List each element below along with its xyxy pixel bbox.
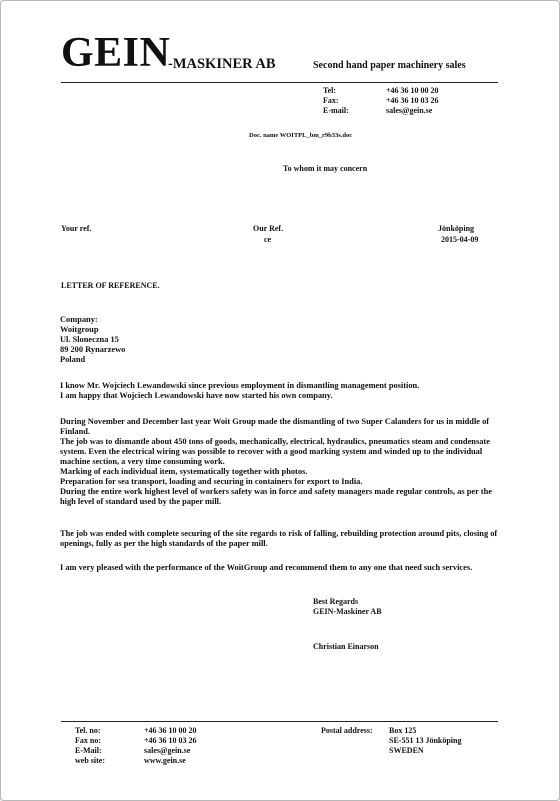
fax-label: Fax: [323, 96, 339, 105]
footer-email-value: sales@gein.se [144, 746, 191, 755]
recipient-label: Company: [60, 315, 98, 324]
footer-divider [61, 721, 498, 722]
salutation: To whom it may concern [283, 164, 368, 173]
tel-label: Tel: [323, 86, 337, 95]
company-logo-main: GEIN [61, 30, 171, 76]
our-ref-label: Our Ref. [253, 224, 284, 233]
footer-email-label: E-Mail: [75, 746, 102, 755]
paragraph-3 [60, 529, 500, 549]
paragraph-2 [60, 417, 500, 507]
body-line: The job was ended with complete securing of the site regards to risk of falling, rebuilding protection around pits, closing of openings, fully as per the high standards of the paper mill. [60, 529, 498, 548]
email-label: E-mail: [323, 106, 349, 115]
body-line: I know Mr. Wojciech Lewandowski since previous employment in dismantling management position. [60, 381, 420, 390]
recipient-line: Woitgroup [60, 325, 99, 334]
footer-fax-label: Fax no: [75, 736, 101, 745]
recipient-line: 89 200 Rynarzewo [60, 345, 126, 354]
date: 2015-04-09 [441, 235, 479, 244]
paragraph-1 [60, 381, 500, 401]
footer-postal-label: Postal address: [321, 726, 373, 735]
footer-fax-value: +46 36 10 03 26 [144, 736, 197, 745]
recipient-block [60, 315, 500, 365]
email-value: sales@gein.se [386, 106, 433, 115]
recipient-line: Poland [60, 355, 86, 364]
tel-value: +46 36 10 00 20 [386, 86, 439, 95]
place: Jönköping [438, 224, 475, 233]
our-ref-value: ce [264, 235, 272, 244]
footer-postal-line: SE-551 13 Jönköping [389, 736, 462, 745]
body-line: Marking of each individual item, systematically together with photos. [60, 467, 308, 476]
footer-postal-line: SWEDEN [389, 746, 424, 755]
company-tagline: Second hand paper machinery sales [313, 60, 466, 71]
closing-company: GEIN-Maskiner AB [313, 607, 382, 616]
paragraph-4 [60, 563, 500, 573]
footer-tel-value: +46 36 10 00 20 [144, 726, 197, 735]
fax-value: +46 36 10 03 26 [386, 96, 439, 105]
footer-tel-label: Tel. no: [75, 726, 101, 735]
footer-web-value: www.gein.se [144, 756, 186, 765]
body-line: I am happy that Wojciech Lewandowski have now started his own company. [60, 391, 333, 400]
your-ref-label: Your ref. [61, 224, 92, 233]
body-line: I am very pleased with the performance of the WoitGroup and recommend them to any one that need such services. [60, 563, 473, 572]
body-line: Preparation for sea transport, loading and securing in containers for export to India. [60, 477, 363, 486]
footer-postal-line: Box 125 [389, 726, 417, 735]
body-line: During the entire work highest level of workers safety was in force and safety managers made regular controls, as per the high level of standard used by the paper mill. [60, 487, 492, 506]
letter-title: LETTER OF REFERENCE. [61, 281, 160, 290]
header-divider [61, 82, 498, 83]
recipient-line: Ul. Sloneczna 15 [60, 335, 119, 344]
signer-name: Christian Einarson [313, 642, 379, 651]
company-logo-suffix: -MASKINER AB [168, 56, 276, 72]
closing-regards: Best Regards [313, 597, 359, 606]
footer-web-label: web site: [75, 756, 105, 765]
document-name: Doc. name WOITPL_bm_r9b33s.doc [249, 132, 353, 139]
body-line: During November and December last year Woit Group made the dismantling of two Super Calanders for us in middle of Finland. [60, 417, 490, 436]
body-line: The job was to dismantle about 450 tons of goods, mechanically, electrical, hydraulics, pneumatics steam and condensate system. Even the electrical wiring was possible to recover with a good marking system and winded up to the individual machine section, a very time consuming work. [60, 437, 490, 466]
